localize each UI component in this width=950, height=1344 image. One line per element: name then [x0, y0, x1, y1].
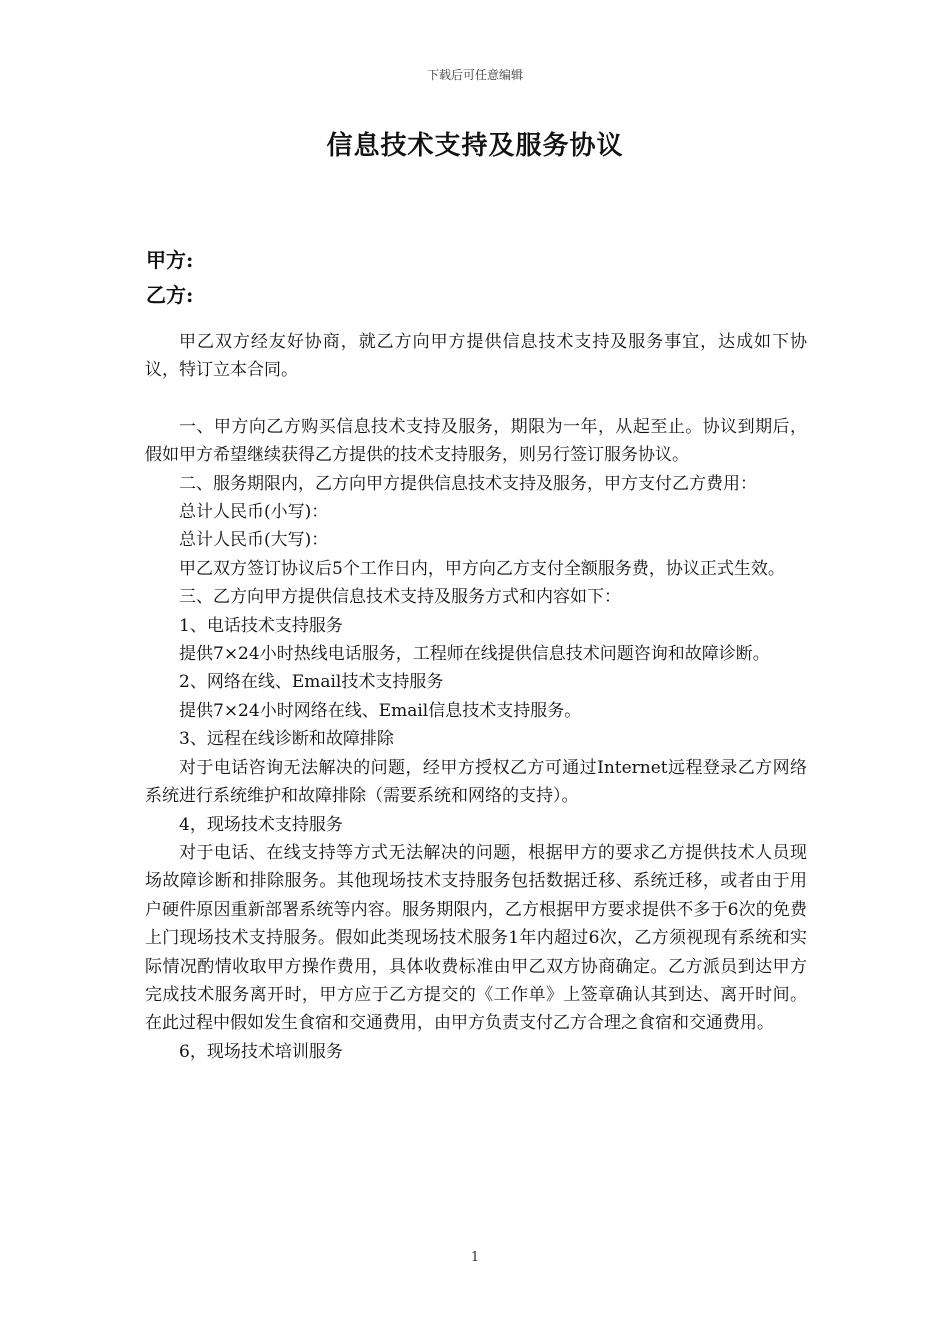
page-header: 下载后可任意编辑: [426, 68, 523, 82]
item-6-title: 6，现场技术培训服务: [179, 1041, 343, 1062]
intro-paragraph: 甲乙双方经友好协商，就乙方向甲方提供信息技术支持及服务事宜，达成如下协议，特订立本合同。: [145, 332, 807, 381]
item-1-text: 提供7×24小时热线电话服务，工程师在线提供信息技术问题咨询和故障诊断。: [179, 644, 770, 665]
document-body: [145, 328, 807, 1066]
total-lower: 总计人民币(小写)：: [179, 502, 329, 523]
total-upper: 总计人民币(大写)：: [179, 530, 329, 551]
item-4-title: 4，现场技术支持服务: [179, 814, 343, 835]
payment-terms: 甲乙双方签订协议后5个工作日内，甲方向乙方支付全额服务费，协议正式生效。: [179, 558, 785, 579]
clause-2: 二、服务期限内，乙方向甲方提供信息技术支持及服务，甲方支付乙方费用：: [179, 473, 757, 494]
item-2-text: 提供7×24小时网络在线、Email信息技术支持服务。: [179, 700, 582, 721]
page-number: 1: [470, 1250, 480, 1265]
item-3-title: 3、远程在线诊断和故障排除: [179, 729, 394, 750]
clause-1: 一、甲方向乙方购买信息技术支持及服务，期限为一年，从起至止。协议到期后，假如甲方希望继续获得乙方提供的技术支持服务，则另行签订服务协议。: [145, 416, 807, 466]
item-1-title: 1、电话技术支持服务: [179, 615, 343, 636]
item-4-text: 对于电话、在线支持等方式无法解决的问题，根据甲方的要求乙方提供技术人员现场故障诊断和排除服务。其他现场技术支持服务包括数据迁移、系统迁移，或者由于用户硬件原因重新部署系统等内容。服务期限内，乙方根据甲方要求提供不多于6次的免费上门现场技术支持服务。假如此类现场技术服务1年内超过6次，乙方须视现有系统和实际情况酌情收取甲方操作费用，具体收费标准由甲乙双方协商确定。乙方派员到达甲方完成技术服务离开时，甲方应于乙方提交的《工作单》上签章确认其到达、离开时间。在此过程中假如发生食宿和交通费用，由甲方负责支付乙方合理之食宿和交通费用。: [145, 842, 807, 1034]
clause-3: 三、乙方向甲方提供信息技术支持及服务方式和内容如下：: [179, 587, 621, 608]
item-2-title: 2、网络在线、Email技术支持服务: [179, 672, 444, 693]
document-title: 信息技术支持及服务协议: [326, 131, 624, 161]
item-3-text: 对于电话咨询无法解决的问题，经甲方授权乙方可通过Internet远程登录乙方网络系统进行系统维护和故障排除（需要系统和网络的支持）。: [145, 757, 807, 807]
party-b-label: 乙方:: [146, 283, 194, 307]
party-a-label: 甲方:: [146, 248, 194, 272]
